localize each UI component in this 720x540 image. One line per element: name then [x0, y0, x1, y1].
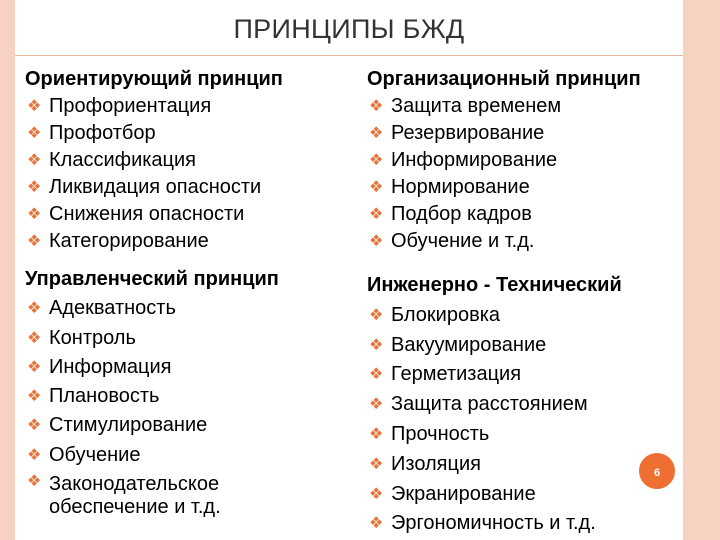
list-item-label: Герметизация	[391, 363, 522, 386]
diamond-bullet-icon: ❖	[27, 417, 42, 435]
slide-title: ПРИНЦИПЫ БЖД	[233, 14, 465, 44]
list-item-label: Информация	[49, 355, 172, 378]
list-item-label: Нормирование	[391, 176, 530, 198]
list-item	[25, 93, 283, 120]
list-item-label: Защита временем	[391, 95, 562, 117]
diamond-bullet-icon: ❖	[369, 425, 384, 443]
organizational-principle-block	[367, 66, 641, 255]
engineering-principle-block	[367, 271, 622, 539]
diamond-bullet-icon: ❖	[27, 152, 42, 169]
list-item-label: Адекватность	[49, 297, 176, 320]
list-item-label: Обучение и т.д.	[391, 230, 535, 252]
list-item	[25, 120, 283, 147]
slide-frame-divider	[681, 0, 683, 540]
list-item	[25, 201, 283, 228]
list-item	[367, 509, 622, 539]
list-item-label: Резервирование	[391, 122, 545, 144]
list-item-label: Профориентация	[49, 95, 212, 117]
list-item	[367, 331, 622, 361]
diamond-bullet-icon: ❖	[369, 306, 384, 324]
diamond-bullet-icon: ❖	[27, 446, 42, 464]
list-item-label: Профотбор	[49, 122, 156, 144]
list-item	[367, 147, 641, 174]
diamond-bullet-icon: ❖	[369, 98, 384, 115]
diamond-bullet-icon: ❖	[27, 358, 42, 376]
list-item	[25, 324, 279, 353]
list-item-label: Изоляция	[391, 452, 481, 475]
list-item-label: Информирование	[391, 149, 558, 171]
diamond-bullet-icon: ❖	[369, 485, 384, 503]
list-item	[25, 353, 279, 382]
list-item-label: Защита расстоянием	[391, 393, 588, 416]
list-item-label: Блокировка	[391, 303, 501, 326]
diamond-bullet-icon: ❖	[369, 233, 384, 250]
managerial-principle-heading: Управленческий принцип	[25, 268, 279, 290]
title-underline	[15, 55, 683, 56]
diamond-bullet-icon: ❖	[369, 396, 384, 414]
list-item	[25, 470, 279, 519]
list-item	[367, 390, 622, 420]
list-item	[367, 301, 622, 331]
diamond-bullet-icon: ❖	[369, 515, 384, 533]
list-item-label: Контроль	[49, 326, 136, 349]
diamond-bullet-icon: ❖	[27, 473, 42, 491]
list-item-label: Категорирование	[49, 230, 209, 252]
diamond-bullet-icon: ❖	[369, 366, 384, 384]
orienting-principle-heading: Ориентирующий принцип	[25, 68, 283, 90]
diamond-bullet-icon: ❖	[27, 233, 42, 250]
managerial-principle-list	[25, 294, 279, 519]
list-item	[367, 120, 641, 147]
page-number-badge: 6	[637, 451, 677, 491]
list-item	[25, 294, 279, 323]
orienting-principle-block	[25, 66, 283, 255]
organizational-principle-heading: Организационный принцип	[367, 68, 641, 90]
list-item-label: Плановость	[49, 385, 160, 408]
list-item-label: Эргономичность и т.д.	[391, 512, 596, 535]
list-item-label: Стимулирование	[49, 414, 208, 437]
diamond-bullet-icon: ❖	[27, 388, 42, 406]
list-item-label: Снижения опасности	[49, 203, 245, 225]
list-item	[25, 411, 279, 440]
list-item	[367, 420, 622, 450]
list-item	[25, 174, 283, 201]
slide-frame-left	[0, 0, 15, 540]
list-item-label: Вакуумирование	[391, 333, 547, 356]
diamond-bullet-icon: ❖	[27, 329, 42, 347]
slide-frame-right	[683, 0, 720, 540]
list-item	[367, 360, 622, 390]
diamond-bullet-icon: ❖	[27, 98, 42, 115]
diamond-bullet-icon: ❖	[369, 152, 384, 169]
list-item	[25, 382, 279, 411]
list-item-label: Классификация	[49, 149, 197, 171]
diamond-bullet-icon: ❖	[27, 125, 42, 142]
diamond-bullet-icon: ❖	[27, 300, 42, 318]
diamond-bullet-icon: ❖	[369, 179, 384, 196]
diamond-bullet-icon: ❖	[27, 179, 42, 196]
engineering-principle-list	[367, 301, 622, 539]
diamond-bullet-icon: ❖	[369, 336, 384, 354]
list-item	[367, 450, 622, 480]
list-item	[25, 441, 279, 470]
list-item-label: Ликвидация опасности	[49, 176, 262, 198]
diamond-bullet-icon: ❖	[369, 206, 384, 223]
engineering-principle-heading: Инженерно - Технический	[367, 274, 622, 296]
diamond-bullet-icon: ❖	[369, 455, 384, 473]
organizational-principle-list	[367, 93, 641, 255]
list-item-label: Законодательское обеспечение и т.д.	[49, 473, 221, 519]
list-item-label: Обучение	[49, 443, 141, 466]
list-item	[25, 147, 283, 174]
diamond-bullet-icon: ❖	[369, 125, 384, 142]
orienting-principle-list	[25, 93, 283, 255]
list-item	[367, 201, 641, 228]
list-item	[367, 174, 641, 201]
diamond-bullet-icon: ❖	[27, 206, 42, 223]
list-item	[367, 480, 622, 510]
list-item-label: Подбор кадров	[391, 203, 532, 225]
managerial-principle-block	[25, 265, 279, 519]
list-item-label: Экранирование	[391, 482, 536, 505]
list-item	[25, 228, 283, 255]
list-item-label: Прочность	[391, 422, 490, 445]
list-item	[367, 228, 641, 255]
list-item	[367, 93, 641, 120]
